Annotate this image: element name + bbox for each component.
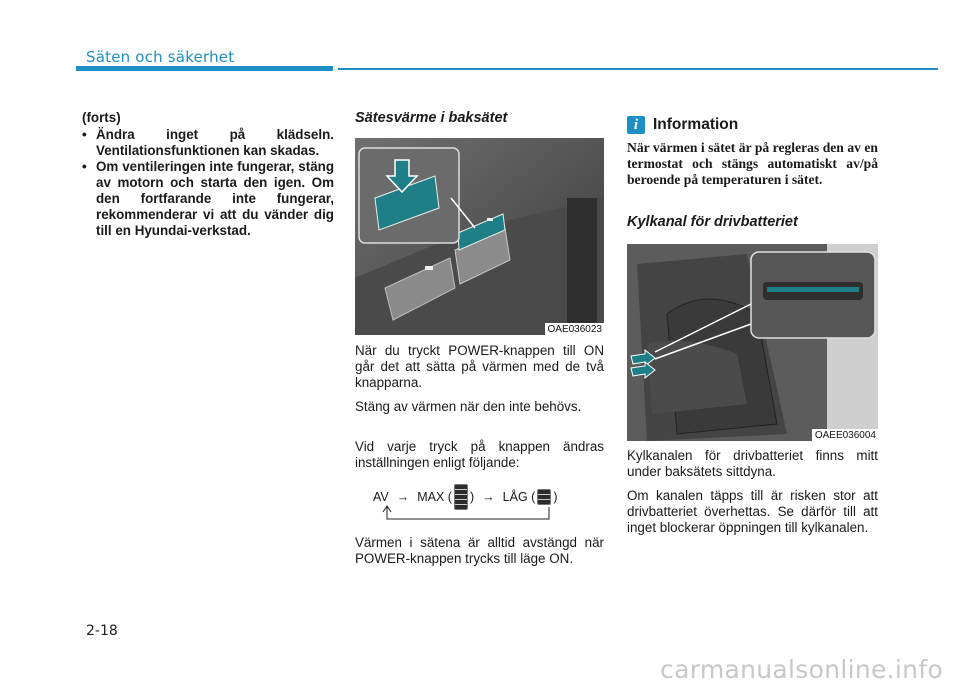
seat-heater-title: Sätesvärme i baksätet [355, 110, 508, 126]
paragraph: När du tryckt POWER-knappen till ON går det att sätta på värmen med de två knapparna. [355, 343, 604, 390]
header-bar-thick [76, 66, 333, 71]
warning-item: • Ändra inget på klädseln. Ventilationsfunktionen kan skadas. [82, 127, 334, 159]
seq-close: ) [553, 490, 558, 504]
continued-label: (forts) [82, 110, 121, 125]
warning-list [82, 127, 334, 239]
paragraph: Om kanalen täpps till är risken stor att drivbatteriet överhettas. Se därför till att inget blockerar öppningen till kylkanalen. [627, 488, 878, 535]
info-icon: i [627, 116, 645, 134]
page-number: 2-18 [86, 623, 118, 639]
column-1 [82, 110, 334, 239]
paragraph: Stäng av värmen när den inte behövs. [355, 399, 582, 414]
column-3 [627, 110, 878, 536]
header-bar-thin [338, 68, 938, 70]
warning-item: • Om ventileringen inte fungerar, stäng av motorn och starta den igen. Om den fortfarande inte fungerar, rekommenderar vi att du vänder dig till en Hyundai-verkstad. [82, 159, 334, 239]
seq-arrow: → [396, 490, 410, 504]
info-header [627, 116, 878, 134]
seq-off: AV [373, 490, 389, 504]
battery-duct-title: Kylkanal för drivbatteriet [627, 214, 798, 230]
battery-duct-figure [627, 244, 878, 441]
figure-code: OAEE036004 [812, 429, 878, 441]
loop-arrow-icon [381, 505, 553, 521]
info-title: Information [653, 116, 739, 133]
figure-code: OAE036023 [545, 323, 605, 335]
seq-close: ) [469, 490, 475, 504]
seat-heater-figure [355, 138, 604, 335]
seq-arrow: → [482, 490, 495, 504]
paragraph: Kylkanalen för drivbatteriet finns mitt under baksätets sittdyna. [627, 448, 878, 479]
heater-sequence [355, 483, 604, 527]
low-heat-icon [537, 489, 551, 505]
seq-max: MAX ( [417, 490, 452, 504]
watermark: carmanualsonline.info [660, 655, 943, 684]
paragraph: Vid varje tryck på knappen ändras inställningen enligt följande: [355, 439, 604, 470]
door-panel-illustration [355, 138, 604, 335]
rear-seat-illustration [627, 244, 878, 441]
section-title: Säten och säkerhet [86, 48, 235, 66]
column-2 [355, 110, 604, 567]
seq-low: LÅG ( [502, 490, 536, 504]
info-text: När värmen i sätet är på regleras den av en termostat och stängs automatiskt av/på beroende på temperaturen i sätet. [627, 140, 878, 187]
paragraph: Värmen i sätena är alltid avstängd när POWER-knappen trycks till läge ON. [355, 535, 604, 566]
